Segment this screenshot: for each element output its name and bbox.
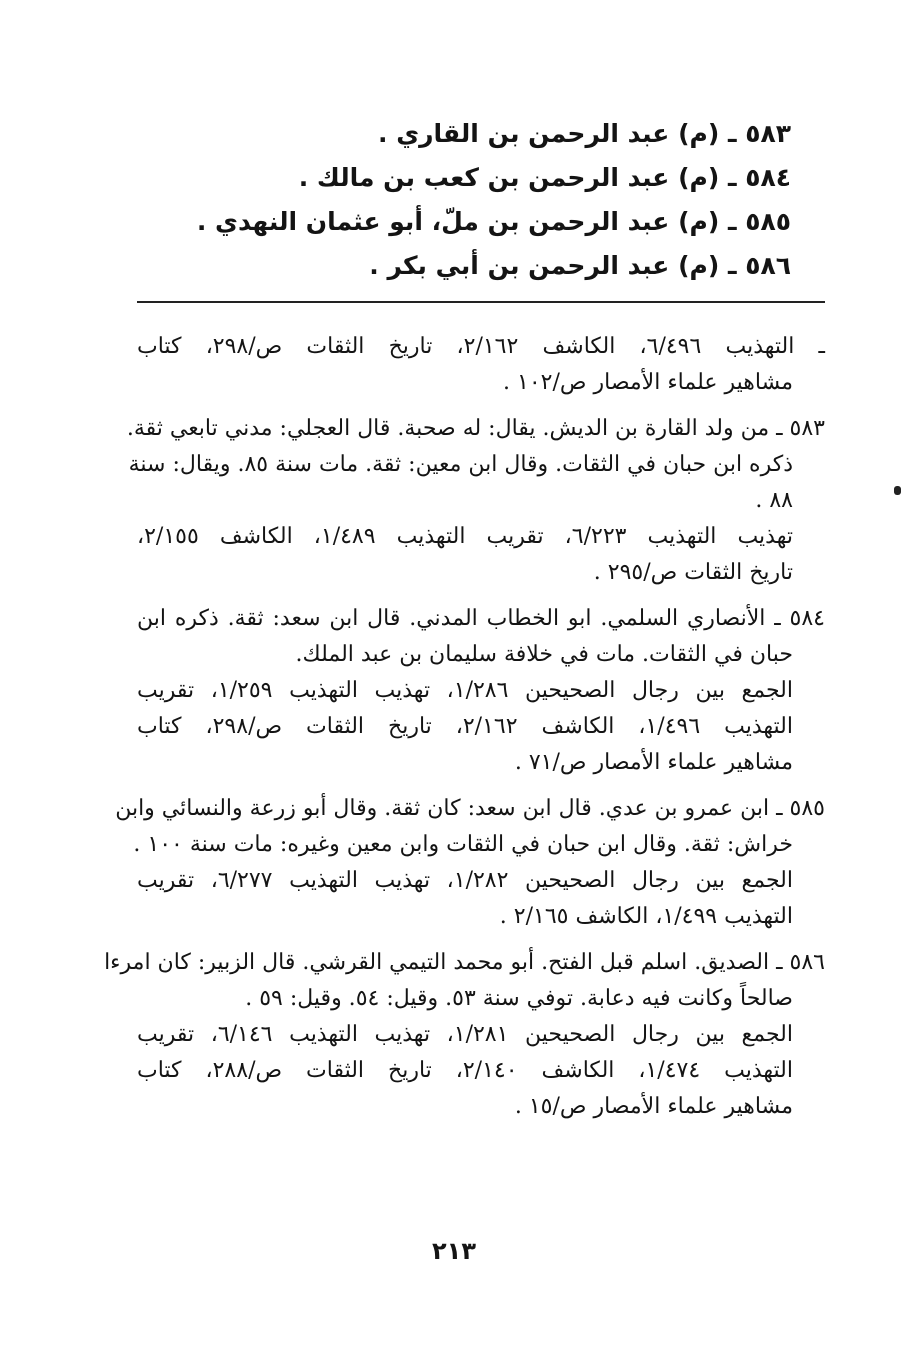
note-line: مشاهير علماء الأمصار ص/١٥ . xyxy=(514,1094,793,1119)
note-line: التهذيب ١/٤٩٦، الكاشف ٢/١٦٢، تاريخ الثقات ص/٢٩٨، كتاب xyxy=(137,714,793,739)
note-line: ذكره ابن حبان في الثقات. وقال ابن معين: ثقة. مات سنة ٨٥. ويقال: سنة xyxy=(128,452,793,477)
note-line: تاريخ الثقات ص/٢٩٥ . xyxy=(593,560,793,585)
note-line: صالحاً وكانت فيه دعابة. توفي سنة ٥٣. وقيل: ٥٤. وقيل: ٥٩ . xyxy=(245,986,793,1011)
note-line: ٥٨٥ ـ ابن عمرو بن عدي. قال ابن سعد: كان ثقة. وقال أبو زرعة والنسائي وابن xyxy=(115,796,825,821)
note-line: التهذيب ١/٤٧٤، الكاشف ٢/١٤٠، تاريخ الثقات ص/٢٨٨، كتاب xyxy=(137,1058,793,1083)
note-line: الجمع بين رجال الصحيحين ١/٢٨٢، تهذيب التهذيب ٦/٢٧٧، تقريب xyxy=(137,868,793,893)
note-line: الجمع بين رجال الصحيحين ١/٢٨٦، تهذيب التهذيب ١/٢٥٩، تقريب xyxy=(137,678,793,703)
footnote-intro xyxy=(137,329,825,401)
note-line: ٥٨٦ ـ الصديق. اسلم قبل الفتح. أبو محمد التيمي القرشي. قال الزبير: كان امرءا xyxy=(104,950,825,975)
heading-584: ٥٨٤ ـ (م) عبد الرحمن بن كعب بن مالك . xyxy=(298,163,791,192)
note-line: ٥٨٣ ـ من ولد القارة بن الديش. يقال: له صحبة. قال العجلي: مدني تابعي ثقة. xyxy=(126,416,825,441)
heading-585: ٥٨٥ ـ (م) عبد الرحمن بن ملّ، أبو عثمان النهدي . xyxy=(196,207,791,236)
footnote-585 xyxy=(115,791,825,935)
footnote-586 xyxy=(104,945,825,1125)
note-line: حبان في الثقات. مات في خلافة سليمان بن عبد الملك. xyxy=(295,642,793,667)
footnote-separator xyxy=(137,301,825,303)
page-number: ٢١٣ xyxy=(432,1237,476,1265)
note-line: مشاهير علماء الأمصار ص/٧١ . xyxy=(514,750,793,775)
note-line: الجمع بين رجال الصحيحين ١/٢٨١، تهذيب التهذيب ٦/١٤٦، تقريب xyxy=(137,1022,793,1047)
heading-583: ٥٨٣ ـ (م) عبد الرحمن بن القاري . xyxy=(378,119,791,148)
note-line: التهذيب ١/٤٩٩، الكاشف ٢/١٦٥ . xyxy=(499,904,793,929)
note-line: تهذيب التهذيب ٦/٢٢٣، تقريب التهذيب ١/٤٨٩، الكاشف ٢/١٥٥، xyxy=(137,524,793,549)
note-line: ٥٨٤ ـ الأنصاري السلمي. ابو الخطاب المدني. قال ابن سعد: ثقة. ذكره ابن xyxy=(137,606,825,631)
heading-586: ٥٨٦ ـ (م) عبد الرحمن بن أبي بكر . xyxy=(369,251,791,280)
note-line: خراش: ثقة. وقال ابن حبان في الثقات وابن معين وغيره: مات سنة ١٠٠ . xyxy=(133,832,793,857)
note-line: مشاهير علماء الأمصار ص/١٠٢ . xyxy=(503,370,793,395)
entry-headings xyxy=(191,112,791,288)
note-line: ـ التهذيب ٦/٤٩٦، الكاشف ٢/١٦٢، تاريخ الثقات ص/٢٩٨، كتاب xyxy=(137,334,825,359)
footnote-583 xyxy=(126,411,825,591)
footnotes xyxy=(104,329,825,1135)
footnote-584 xyxy=(137,601,825,781)
margin-dot-mark xyxy=(894,486,901,495)
note-line: ٨٨ . xyxy=(755,488,793,513)
